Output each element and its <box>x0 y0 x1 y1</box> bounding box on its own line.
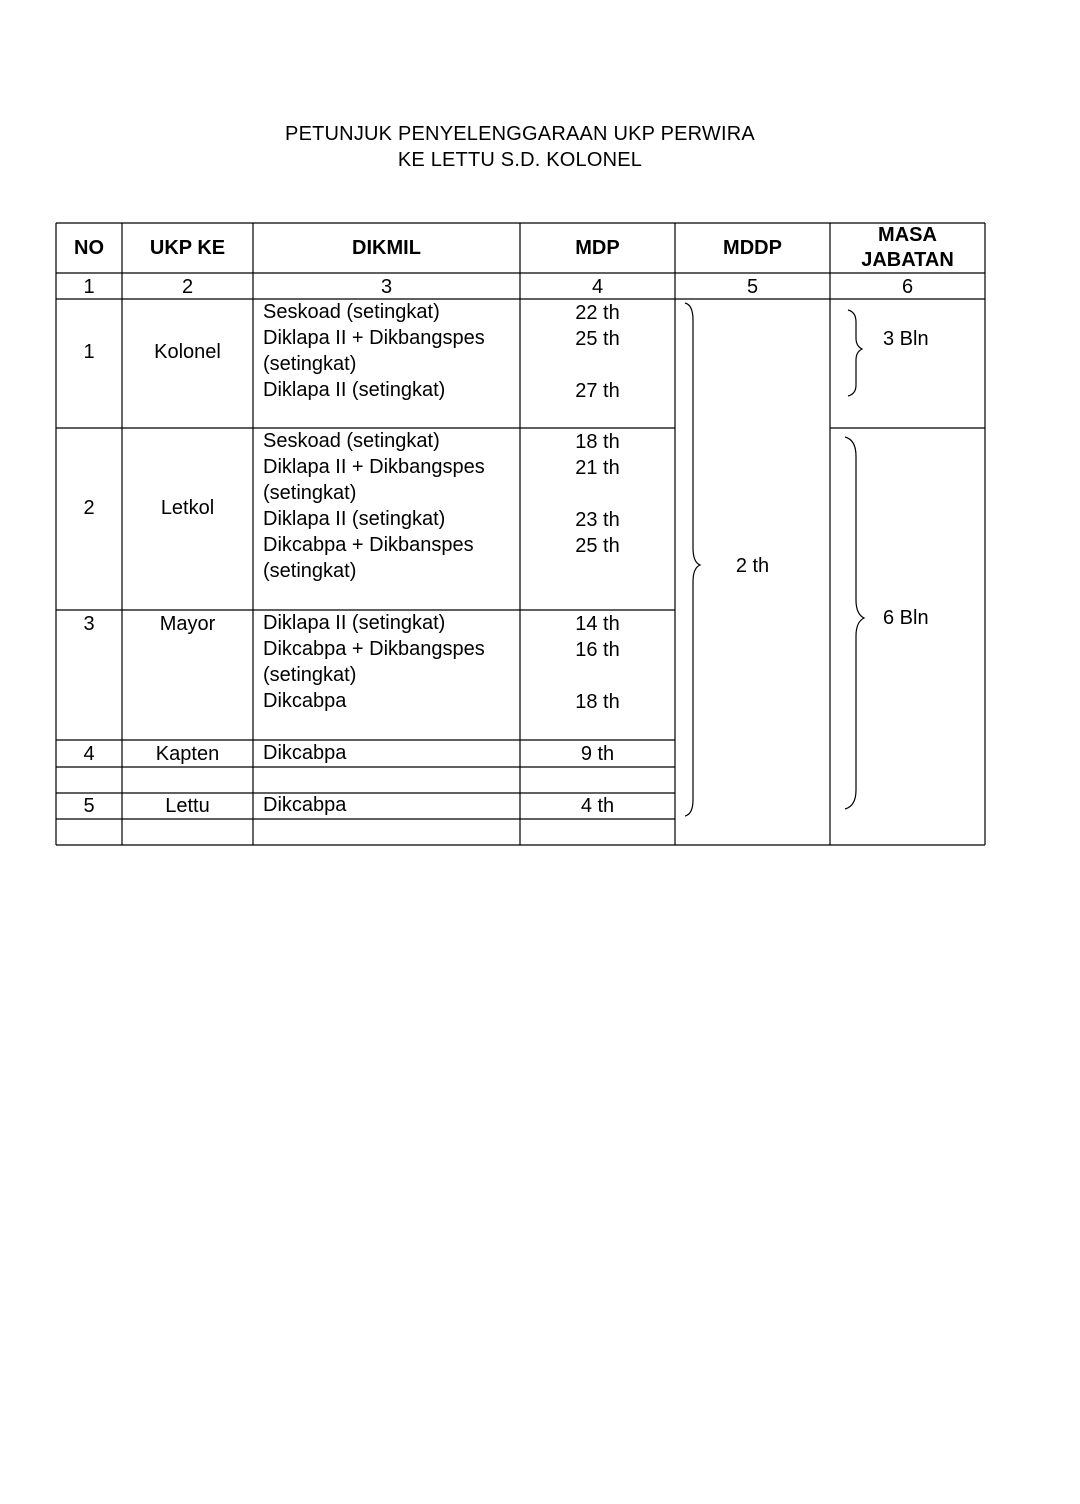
header-masa-jabatan-line-2: JABATAN <box>861 249 954 271</box>
row-3-mdp-value: 18 th <box>575 691 620 713</box>
row-5-no: 5 <box>83 795 95 817</box>
column-number: 3 <box>380 276 393 298</box>
row-4-ukp-ke: Kapten <box>155 743 220 765</box>
row-5-mdp-value: 4 th <box>580 795 615 817</box>
mddp-value: 2 th <box>735 555 770 577</box>
row-2-dikmil-line: (setingkat) <box>263 482 357 504</box>
document-title-line-1: PETUNJUK PENYELENGGARAAN UKP PERWIRA <box>285 123 755 145</box>
row-2-mdp-value: 18 th <box>575 431 620 453</box>
row-1-dikmil-line: (setingkat) <box>263 353 357 375</box>
column-number: 2 <box>181 276 194 298</box>
row-1-no: 1 <box>83 341 95 363</box>
row-5-ukp-ke: Lettu <box>165 795 210 817</box>
row-3-no: 3 <box>83 613 95 635</box>
masa-jabatan-kolonel: 3 Bln <box>883 328 929 350</box>
row-1-ukp-ke: Kolonel <box>154 341 221 363</box>
row-2-no: 2 <box>83 497 95 519</box>
row-2-mdp-value: 23 th <box>575 509 620 531</box>
header-ukp-ke: UKP KE <box>149 237 226 259</box>
row-2-dikmil-line: (setingkat) <box>263 560 357 582</box>
row-2-mdp-value: 21 th <box>575 457 620 479</box>
row-2-dikmil-line: Dikcabpa + Dikbanspes <box>263 534 474 556</box>
row-2-dikmil-line: Seskoad (setingkat) <box>263 430 440 452</box>
row-1-dikmil-line: Diklapa II + Dikbangspes <box>263 327 485 349</box>
header-no: NO <box>74 237 104 259</box>
header-dikmil: DIKMIL <box>352 237 421 259</box>
row-3-dikmil-line: Dikcabpa <box>263 690 347 712</box>
row-1-dikmil-line: Seskoad (setingkat) <box>263 301 440 323</box>
column-number: 6 <box>901 276 914 298</box>
row-3-mdp-value: 14 th <box>575 613 620 635</box>
row-1-dikmil-line: Diklapa II (setingkat) <box>263 379 446 401</box>
row-4-dikmil-line: Dikcabpa <box>263 742 347 764</box>
document-title-line-2: KE LETTU S.D. KOLONEL <box>397 149 643 171</box>
row-2-mdp-value: 25 th <box>575 535 620 557</box>
row-2-dikmil-line: Diklapa II + Dikbangspes <box>263 456 485 478</box>
row-3-dikmil-line: Diklapa II (setingkat) <box>263 612 446 634</box>
header-mdp: MDP <box>575 237 620 259</box>
row-2-ukp-ke: Letkol <box>160 497 215 519</box>
row-4-no: 4 <box>83 743 95 765</box>
row-5-dikmil-line: Dikcabpa <box>263 794 347 816</box>
header-mddp: MDDP <box>723 237 782 259</box>
header-masa-jabatan-line-1: MASA <box>878 224 937 246</box>
column-number: 1 <box>83 276 95 298</box>
row-3-mdp-value: 16 th <box>575 639 620 661</box>
masa-brace-others <box>845 437 864 809</box>
column-number: 4 <box>591 276 604 298</box>
column-number: 5 <box>746 276 759 298</box>
row-2-dikmil-line: Diklapa II (setingkat) <box>263 508 446 530</box>
masa-brace-kolonel <box>848 310 862 396</box>
row-1-mdp-value: 22 th <box>575 302 620 324</box>
row-1-mdp-value: 25 th <box>575 328 620 350</box>
masa-jabatan-others: 6 Bln <box>883 607 929 629</box>
row-1-mdp-value: 27 th <box>575 380 620 402</box>
row-3-dikmil-line: Dikcabpa + Dikbangspes <box>263 638 485 660</box>
row-3-ukp-ke: Mayor <box>159 613 216 635</box>
row-4-mdp-value: 9 th <box>580 743 615 765</box>
row-3-dikmil-line: (setingkat) <box>263 664 357 686</box>
